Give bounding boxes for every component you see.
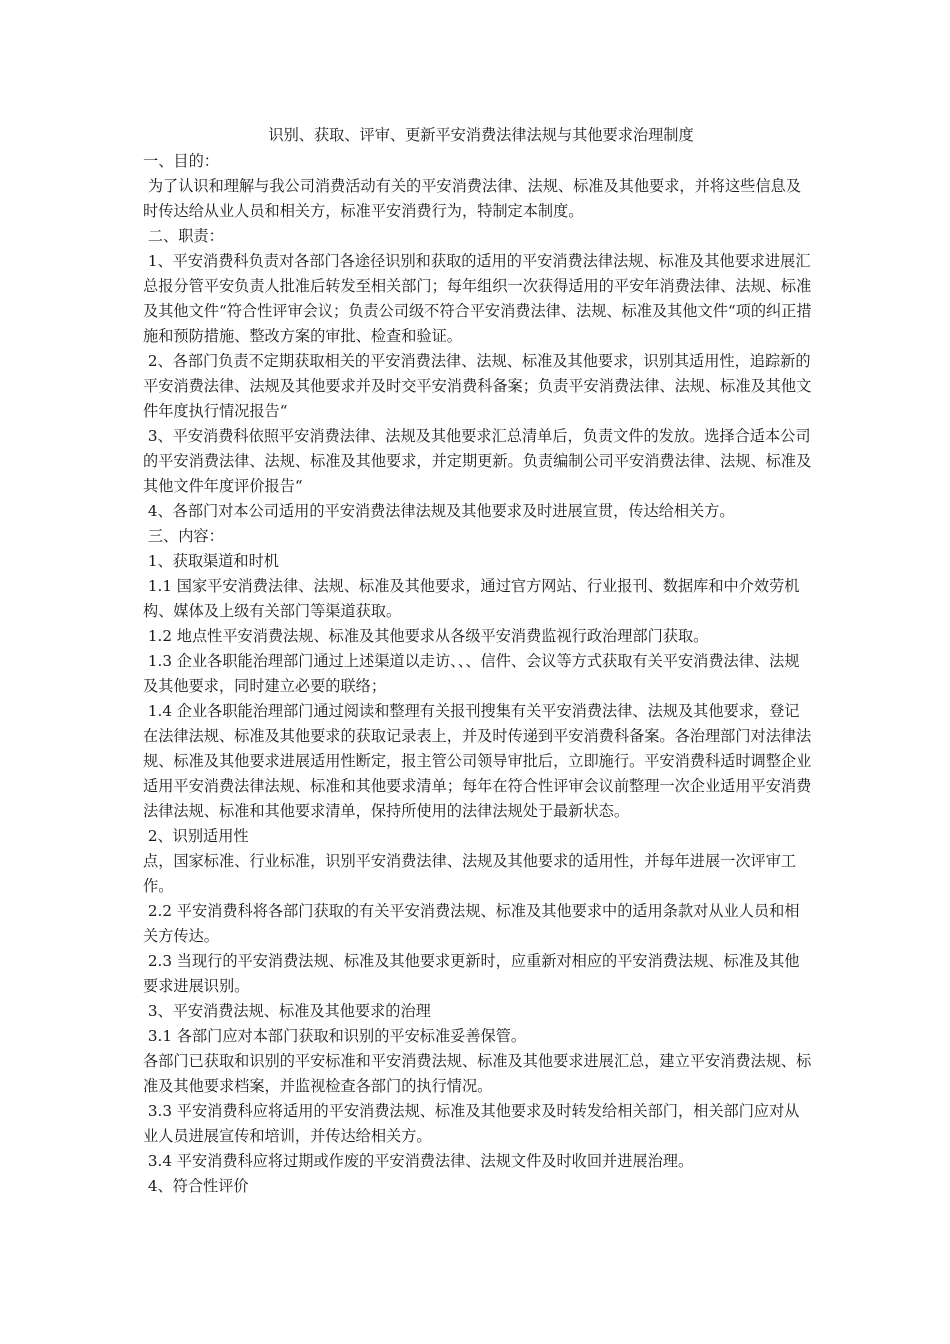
paragraph-subheading: 1、获取渠道和时机 xyxy=(143,552,279,570)
document-title: 识别、获取、评审、更新平安消费法律法规与其他要求治理制度 xyxy=(268,126,694,144)
paragraph: 3.4 平安消费科应将过期或作废的平安消费法律、法规文件及时收回并进展治理。 xyxy=(143,1152,694,1170)
paragraph-subheading: 4、符合性评价 xyxy=(143,1177,249,1195)
paragraph: 1、平安消费科负责对各部门各途径识别和获取的适用的平安消费法律法规、标准及其他要求进展汇总报分管平安负责人批准后转发至相关部门；每年组织一次获得适用的平安年消费法律、法规、标准及其他文件“符合性评审会议；负责公司级不符合平安消费法律、法规、标准及其他文件“项的纠正措施和预防措施、整改方案的审批、检查和验证。 xyxy=(143,252,812,345)
paragraph-purpose-heading: 一、目的： xyxy=(143,152,219,170)
paragraph-subheading: 3、平安消费法规、标准及其他要求的治理 xyxy=(143,1002,431,1020)
paragraph: 2.2 平安消费科将各部门获取的有关平安消费法规、标准及其他要求中的适用条款对从业人员和相关方传达。 xyxy=(143,902,800,945)
paragraph: 1.2 地点性平安消费法规、标准及其他要求从各级平安消费监视行政治理部门获取。 xyxy=(143,627,709,645)
document-page xyxy=(143,122,813,1199)
paragraph: 为了认识和理解与我公司消费活动有关的平安消费法律、法规、标准及其他要求，并将这些信息及时传达给从业人员和相关方，标准平安消费行为，特制定本制度。 xyxy=(143,177,801,220)
paragraph: 各部门已获取和识别的平安标准和平安消费法规、标准及其他要求进展汇总，建立平安消费法规、标准及其他要求档案，并监视检查各部门的执行情况。 xyxy=(143,1052,812,1095)
paragraph: 1.3 企业各职能治理部门通过上述渠道以走访、、、信件、会议等方式获取有关平安消费法律、法规及其他要求，同时建立必要的联络； xyxy=(143,652,800,695)
paragraph: 1.1 国家平安消费法律、法规、标准及其他要求，通过官方网站、行业报刊、数据库和中介效劳机构、媒体及上级有关部门等渠道获取。 xyxy=(143,577,800,620)
paragraph-subheading: 2、识别适用性 xyxy=(143,827,249,845)
paragraph: 点，国家标准、行业标准，识别平安消费法律、法规及其他要求的适用性，并每年进展一次评审工作。 xyxy=(143,852,797,895)
paragraph: 3、平安消费科依照平安消费法律、法规及其他要求汇总清单后，负责文件的发放。选择合适本公司的平安消费法律、法规、标准及其他要求，并定期更新。负责编制公司平安消费法律、法规、标准及其他文件年度评价报告“ xyxy=(143,427,812,495)
paragraph: 3.1 各部门应对本部门获取和识别的平安标准妥善保管。 xyxy=(143,1027,527,1045)
paragraph-duties-heading: 二、职责： xyxy=(143,227,224,245)
paragraph: 4、各部门对本公司适用的平安消费法律法规及其他要求及时进展宣贯，传达给相关方。 xyxy=(143,502,735,520)
paragraph: 2.3 当现行的平安消费法规、标准及其他要求更新时，应重新对相应的平安消费法规、标准及其他要求进展识别。 xyxy=(143,952,800,995)
paragraph-content-heading: 三、内容： xyxy=(143,527,224,545)
paragraph: 2、各部门负责不定期获取相关的平安消费法律、法规、标准及其他要求，识别其适用性，追踪新的平安消费法律、法规及其他要求并及时交平安消费科备案；负责平安消费法律、法规、标准及其他文件年度执行情况报告“ xyxy=(143,352,812,420)
paragraph: 3.3 平安消费科应将适用的平安消费法规、标准及其他要求及时转发给相关部门，相关部门应对从业人员进展宣传和培训，并传达给相关方。 xyxy=(143,1102,800,1145)
paragraph: 1.4 企业各职能治理部门通过阅读和整理有关报刊搜集有关平安消费法律、法规及其他要求，登记在法律法规、标准及其他要求的获取记录表上，并及时传递到平安消费科备案。各治理部门对法律法规、标准及其他要求进展适用性断定，报主管公司领导审批后，立即施行。平安消费科适时调整企业适用平安消费法律法规、标准和其他要求清单；每年在符合性评审会议前整理一次企业适用平安消费法律法规、标准和其他要求清单，保持所使用的法律法规处于最新状态。 xyxy=(143,702,812,820)
